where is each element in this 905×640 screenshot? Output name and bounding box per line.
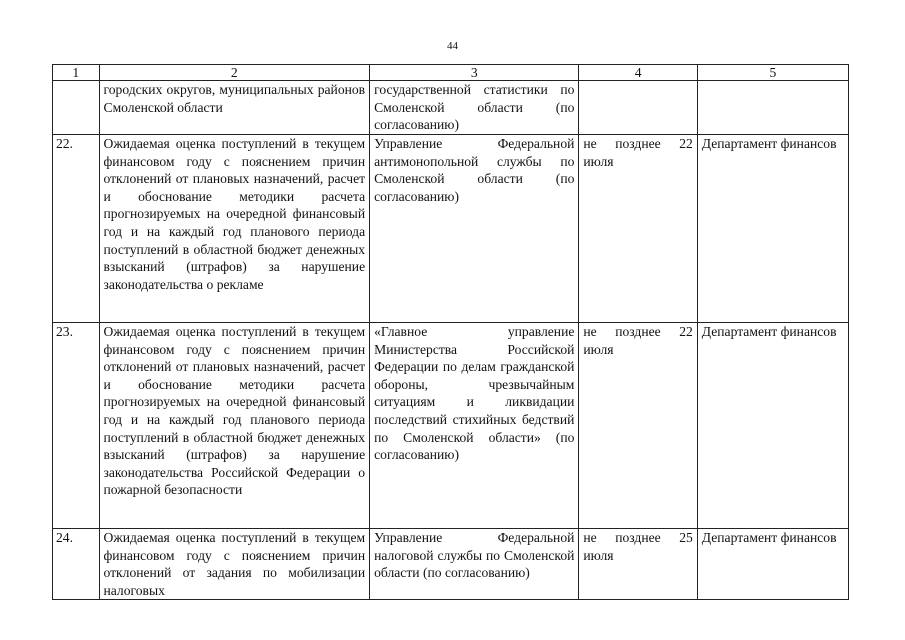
row-source: Управление Федеральной налоговой службы по Смоленской области (по согласованию) xyxy=(370,529,579,600)
table-row xyxy=(53,529,849,600)
row-source: государственной статистики по Смоленской области (по согласованию) xyxy=(370,81,579,135)
row-responsible: Департамент финансов xyxy=(697,323,848,529)
page-number: 44 xyxy=(447,40,458,52)
column-header: 2 xyxy=(99,65,370,81)
row-number: 24. xyxy=(53,529,100,600)
row-description: Ожидаемая оценка поступлений в текущем финансовом году с пояснением причин отклонений от плановых назначений, расчет и обоснование методики расчета прогнозируемых на очередной финансовый год и на каждый год планового периода поступлений в областной бюджет денежных взысканий (штрафов) за нарушение законодательства Российской Федерации о пожарной безопасности xyxy=(99,323,370,529)
row-number xyxy=(53,81,100,135)
row-deadline: не позднее 25 июля xyxy=(579,529,697,600)
row-deadline: не позднее 22 июля xyxy=(579,323,697,529)
document-table xyxy=(52,64,849,600)
table-row xyxy=(53,135,849,323)
table-header-row xyxy=(53,65,849,81)
row-source: «Главное управление Министерства Российской Федерации по делам гражданской обороны, чрезвычайным ситуациям и ликвидации последствий стихийных бедствий по Смоленской области» (по согласованию) xyxy=(370,323,579,529)
row-source: Управление Федеральной антимонопольной службы по Смоленской области (по согласованию) xyxy=(370,135,579,323)
column-header: 1 xyxy=(53,65,100,81)
row-number: 23. xyxy=(53,323,100,529)
column-header: 5 xyxy=(697,65,848,81)
column-header: 3 xyxy=(370,65,579,81)
row-number: 22. xyxy=(53,135,100,323)
row-responsible: Департамент финансов xyxy=(697,135,848,323)
row-deadline xyxy=(579,81,697,135)
table-row xyxy=(53,81,849,135)
row-description: Ожидаемая оценка поступлений в текущем финансовом году с пояснением причин отклонений от задания по мобилизации налоговых xyxy=(99,529,370,600)
column-header: 4 xyxy=(579,65,697,81)
table-row xyxy=(53,323,849,529)
row-responsible xyxy=(697,81,848,135)
row-responsible: Департамент финансов xyxy=(697,529,848,600)
row-description: Ожидаемая оценка поступлений в текущем финансовом году с пояснением причин отклонений от плановых назначений, расчет и обоснование методики расчета прогнозируемых на очередной финансовый год и на каждый год планового периода поступлений в областной бюджет денежных взысканий (штрафов) за нарушение законодательства о рекламе xyxy=(99,135,370,323)
row-deadline: не позднее 22 июля xyxy=(579,135,697,323)
row-description: городских округов, муниципальных районов Смоленской области xyxy=(99,81,370,135)
